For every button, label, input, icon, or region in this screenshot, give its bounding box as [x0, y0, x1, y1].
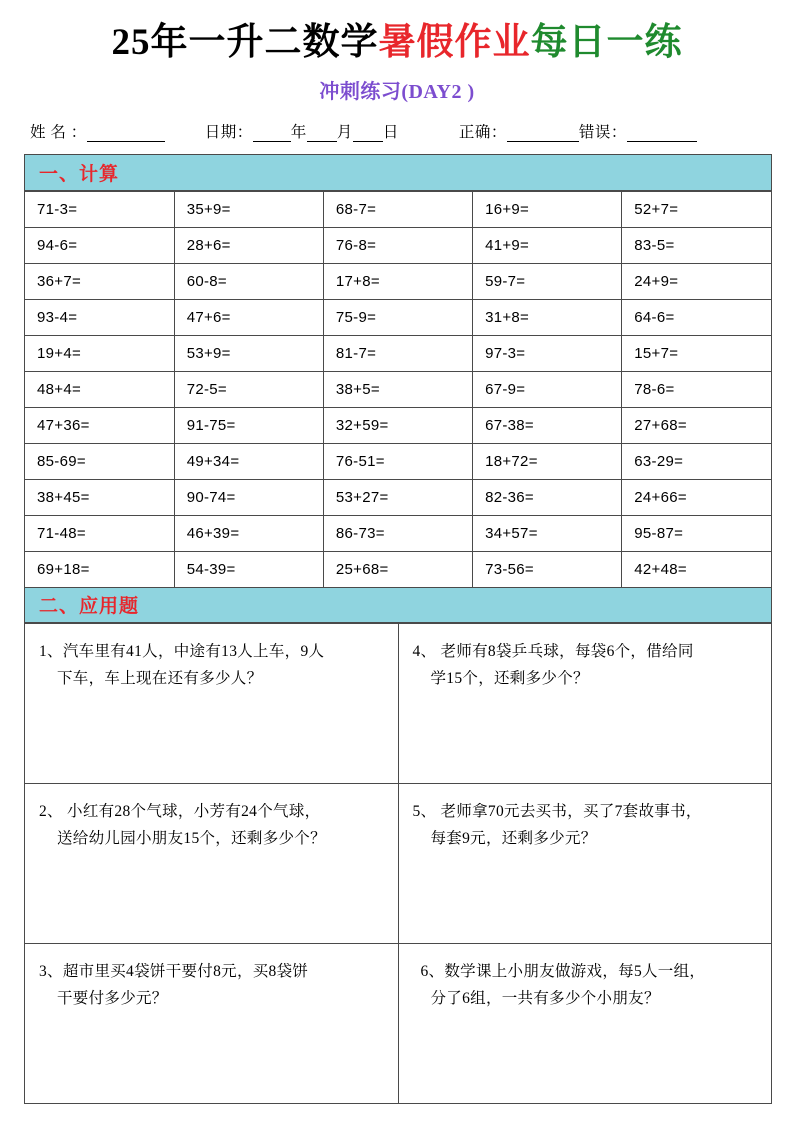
- year-input-blank[interactable]: [253, 127, 291, 142]
- word-problem-line1: 6、数学课上小朋友做游戏，每5人一组，: [420, 962, 706, 980]
- word-problem-line2: 下车，车上现在还有多少人？: [57, 669, 263, 687]
- wrong-input-blank[interactable]: [627, 127, 697, 142]
- word-problem-line2: 分了6组，一共有多少个小朋友？: [430, 989, 660, 1007]
- table-row: [25, 191, 771, 227]
- word-problem-table: [25, 623, 771, 1103]
- word-problem-cell[interactable]: [25, 783, 398, 943]
- calc-cell[interactable]: 82-36=: [473, 479, 622, 515]
- calc-cell[interactable]: 53+9=: [174, 335, 323, 371]
- calc-cell[interactable]: 76-51=: [323, 443, 472, 479]
- table-row: [25, 623, 771, 783]
- calc-cell[interactable]: 48+4=: [25, 371, 174, 407]
- calc-cell[interactable]: 32+59=: [323, 407, 472, 443]
- calc-cell[interactable]: 38+5=: [323, 371, 472, 407]
- calc-cell[interactable]: 67-9=: [473, 371, 622, 407]
- worksheet-frame: [24, 154, 772, 1104]
- calc-cell[interactable]: 93-4=: [25, 299, 174, 335]
- calc-cell[interactable]: 63-29=: [622, 443, 771, 479]
- calc-cell[interactable]: 49+34=: [174, 443, 323, 479]
- calc-cell[interactable]: 19+4=: [25, 335, 174, 371]
- page-title: [24, 22, 770, 65]
- calc-cell[interactable]: 31+8=: [473, 299, 622, 335]
- table-row: [25, 551, 771, 587]
- section-heading-calculation: [25, 155, 771, 191]
- calc-cell[interactable]: 94-6=: [25, 227, 174, 263]
- month-input-blank[interactable]: [307, 127, 337, 142]
- calc-cell[interactable]: 34+57=: [473, 515, 622, 551]
- calc-cell[interactable]: 95-87=: [622, 515, 771, 551]
- table-row: [25, 943, 771, 1103]
- calc-cell[interactable]: 36+7=: [25, 263, 174, 299]
- table-row: [25, 443, 771, 479]
- page-title-part2: 暑假作业: [378, 22, 531, 63]
- calc-cell[interactable]: 67-38=: [473, 407, 622, 443]
- calc-cell[interactable]: 24+9=: [622, 263, 771, 299]
- table-row: [25, 227, 771, 263]
- calc-cell[interactable]: 71-48=: [25, 515, 174, 551]
- calc-cell[interactable]: 83-5=: [622, 227, 771, 263]
- calc-cell[interactable]: 42+48=: [622, 551, 771, 587]
- word-problem-line1: 1、汽车里有41人，中途有13人上车，9人: [39, 642, 325, 660]
- correct-label: 正确：: [458, 123, 507, 141]
- calc-cell[interactable]: 17+8=: [323, 263, 472, 299]
- word-problem-line2: 学15个，还剩多少个？: [430, 669, 589, 687]
- table-row: [25, 299, 771, 335]
- year-label: 年: [290, 123, 307, 141]
- calc-cell[interactable]: 46+39=: [174, 515, 323, 551]
- calc-cell[interactable]: 41+9=: [473, 227, 622, 263]
- section-heading-calculation-label: 一、计算: [39, 163, 120, 185]
- section-heading-word-problems: [25, 587, 771, 623]
- page-title-part3: 每日一练: [530, 22, 683, 63]
- calc-cell[interactable]: 73-56=: [473, 551, 622, 587]
- calc-cell[interactable]: 71-3=: [25, 191, 174, 227]
- calc-cell[interactable]: 68-7=: [323, 191, 472, 227]
- word-problem-cell[interactable]: [398, 623, 771, 783]
- day-input-blank[interactable]: [353, 127, 383, 142]
- calc-cell[interactable]: 52+7=: [622, 191, 771, 227]
- table-row: [25, 371, 771, 407]
- table-row: [25, 407, 771, 443]
- calc-cell[interactable]: 15+7=: [622, 335, 771, 371]
- calc-cell[interactable]: 76-8=: [323, 227, 472, 263]
- word-problem-line2: 每套9元，还剩多少元？: [430, 829, 597, 847]
- calc-cell[interactable]: 16+9=: [473, 191, 622, 227]
- calc-cell[interactable]: 27+68=: [622, 407, 771, 443]
- day-label: 日: [382, 123, 399, 141]
- table-row: [25, 783, 771, 943]
- word-problem-cell[interactable]: [398, 943, 771, 1103]
- word-problem-cell[interactable]: [25, 623, 398, 783]
- calc-cell[interactable]: 47+36=: [25, 407, 174, 443]
- section-heading-word-problems-label: 二、应用题: [39, 596, 140, 618]
- word-problem-line2: 送给幼儿园小朋友15个，还剩多少个？: [57, 829, 326, 847]
- name-input-blank[interactable]: [87, 127, 165, 142]
- calculation-table: [25, 191, 771, 587]
- page-subtitle: 冲刺练习(DAY2 ): [319, 80, 475, 103]
- calc-cell[interactable]: 64-6=: [622, 299, 771, 335]
- calc-cell[interactable]: 72-5=: [174, 371, 323, 407]
- word-problem-line1: 2、 小红有28个气球，小芳有24个气球，: [39, 802, 321, 820]
- word-problem-line1: 3、超市里买4袋饼干要付8元，买8袋饼: [39, 962, 309, 980]
- month-label: 月: [336, 123, 353, 141]
- calc-cell[interactable]: 47+6=: [174, 299, 323, 335]
- word-problem-cell[interactable]: [25, 943, 398, 1103]
- calc-cell[interactable]: 24+66=: [622, 479, 771, 515]
- calc-cell[interactable]: 75-9=: [323, 299, 472, 335]
- table-row: [25, 515, 771, 551]
- calc-cell[interactable]: 97-3=: [473, 335, 622, 371]
- calc-cell[interactable]: 69+18=: [25, 551, 174, 587]
- table-row: [25, 335, 771, 371]
- calc-cell[interactable]: 60-8=: [174, 263, 323, 299]
- word-problem-line2: 干要付多少元？: [57, 989, 168, 1007]
- table-row: [25, 263, 771, 299]
- calc-cell[interactable]: 91-75=: [174, 407, 323, 443]
- correct-input-blank[interactable]: [507, 127, 579, 142]
- calc-cell[interactable]: 81-7=: [323, 335, 472, 371]
- calc-cell[interactable]: 28+6=: [174, 227, 323, 263]
- calc-cell[interactable]: 86-73=: [323, 515, 472, 551]
- calc-cell[interactable]: 85-69=: [25, 443, 174, 479]
- calc-cell[interactable]: 53+27=: [323, 479, 472, 515]
- page-title-part1: 25年一升二数学: [111, 22, 379, 63]
- calc-cell[interactable]: 78-6=: [622, 371, 771, 407]
- word-problem-line1: 4、 老师有8袋乒乓球，每袋6个，借给同: [412, 642, 694, 660]
- calc-cell[interactable]: 59-7=: [473, 263, 622, 299]
- calc-cell[interactable]: 38+45=: [25, 479, 174, 515]
- calc-cell[interactable]: 18+72=: [473, 443, 622, 479]
- calc-cell[interactable]: 35+9=: [174, 191, 323, 227]
- table-row: [25, 479, 771, 515]
- calc-cell[interactable]: 54-39=: [174, 551, 323, 587]
- word-problem-cell[interactable]: [398, 783, 771, 943]
- name-label: 姓 名 ：: [30, 123, 87, 141]
- date-label: 日期：: [204, 123, 253, 141]
- wrong-label: 错误：: [578, 123, 627, 141]
- student-info-row: [24, 120, 770, 142]
- calc-cell[interactable]: 25+68=: [323, 551, 472, 587]
- word-problem-line1: 5、 老师拿70元去买书，买了7套故事书，: [412, 802, 702, 820]
- calc-cell[interactable]: 90-74=: [174, 479, 323, 515]
